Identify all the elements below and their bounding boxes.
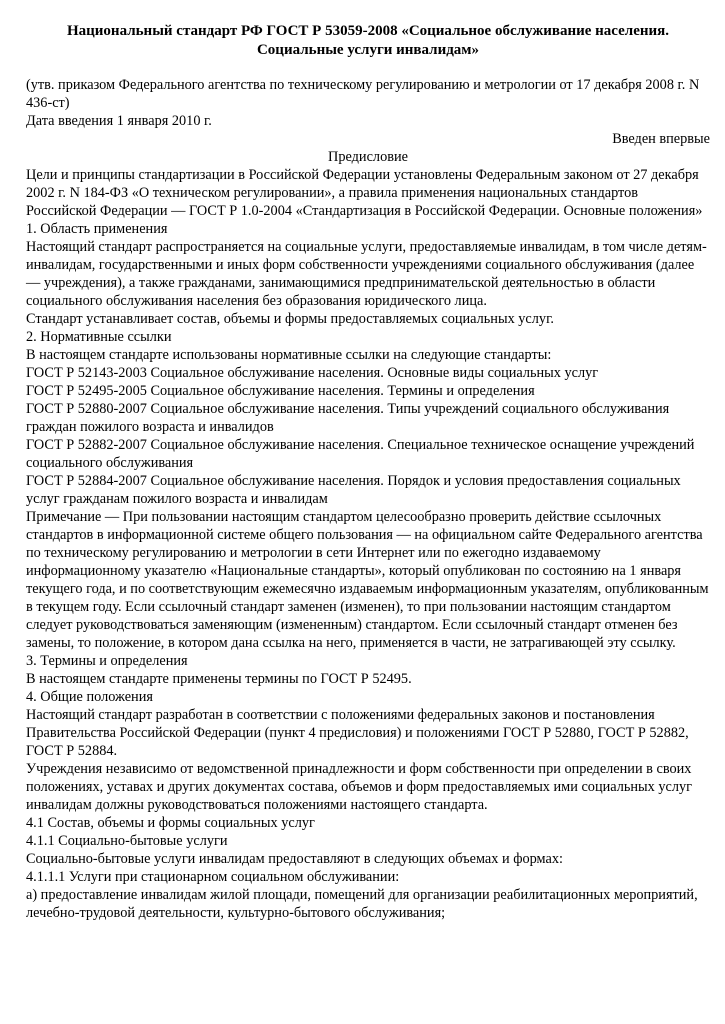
reference-item: ГОСТ Р 52143-2003 Социальное обслуживание населения. Основные виды социальных услуг bbox=[26, 365, 599, 381]
section-4-text-1: Настоящий стандарт разработан в соответствии с положениями федеральных законов и постановления Правительства Российской Федерации (пункт 4 предисловия) и положениями ГОСТ Р 52880, ГОСТ Р 52882, ГОСТ Р 52884. bbox=[26, 707, 689, 759]
section-4-heading: 4. Общие положения bbox=[26, 689, 153, 705]
introduced-label: Введен впервые bbox=[612, 131, 710, 147]
approval-note: (утв. приказом Федерального агентства по техническому регулированию и метрологии от 17 декабря 2008 г. N 436-ст) bbox=[26, 77, 700, 111]
foreword-text: Цели и принципы стандартизации в Российской Федерации установлены Федеральным законом от 27 декабря 2002 г. N 184-ФЗ «О техническом регулировании», а правила применения национальных стандартов Российской Федерации — ГОСТ Р 1.0-2004 «Стандартизация в Российской Федерации. Основные положения» bbox=[26, 167, 703, 219]
section-3-text: В настоящем стандарте применены термины по ГОСТ Р 52495. bbox=[26, 671, 412, 687]
document-title: Национальный стандарт РФ ГОСТ Р 53059-2008 «Социальное обслуживание населения. Социальные услуги инвалидам» bbox=[66, 23, 670, 58]
document-body bbox=[26, 76, 710, 922]
section-4-1-1-1-heading: 4.1.1.1 Услуги при стационарном социальном обслуживании: bbox=[26, 869, 400, 885]
list-item-a: а) предоставление инвалидам жилой площади, помещений для организации реабилитационных мероприятий, лечебно-трудовой деятельности, культурно-бытового обслуживания; bbox=[26, 887, 698, 921]
section-4-text-2: Учреждения независимо от ведомственной принадлежности и форм собственности при определении в своих положениях, уставах и других документах состава, объемов и форм предоставляемых ими социальных услуг инвалидам должны руководствоваться положениями настоящего стандарта. bbox=[26, 761, 692, 813]
reference-item: ГОСТ Р 52884-2007 Социальное обслуживание населения. Порядок и условия предоставления социальных услуг гражданам пожилого возраста и инвалидам bbox=[26, 473, 681, 507]
section-4-1-heading: 4.1 Состав, объемы и формы социальных услуг bbox=[26, 815, 315, 831]
foreword-heading: Предисловие bbox=[328, 149, 408, 165]
section-2-intro: В настоящем стандарте использованы нормативные ссылки на следующие стандарты: bbox=[26, 347, 552, 363]
effective-date: Дата введения 1 января 2010 г. bbox=[26, 113, 212, 129]
reference-item: ГОСТ Р 52495-2005 Социальное обслуживание населения. Термины и определения bbox=[26, 383, 535, 399]
section-4-1-1-text: Социально-бытовые услуги инвалидам предоставляют в следующих объемах и формах: bbox=[26, 851, 563, 867]
section-1-text: Настоящий стандарт распространяется на социальные услуги, предоставляемые инвалидам, в том числе детям-инвалидам, государственными и иных форм собственности учреждениями социального обслуживания (далее — учреждения), а также гражданами, занимающимися предпринимательской деятельностью в области социального обслуживания населения без образования юридического лица. bbox=[26, 239, 707, 309]
reference-item: ГОСТ Р 52882-2007 Социальное обслуживание населения. Специальное техническое оснащение учреждений социального обслуживания bbox=[26, 437, 695, 471]
section-3-heading: 3. Термины и определения bbox=[26, 653, 188, 669]
section-2-heading: 2. Нормативные ссылки bbox=[26, 329, 172, 345]
section-4-1-1-heading: 4.1.1 Социально-бытовые услуги bbox=[26, 833, 228, 849]
section-1-text-2: Стандарт устанавливает состав, объемы и формы предоставляемых социальных услуг. bbox=[26, 311, 554, 327]
reference-item: ГОСТ Р 52880-2007 Социальное обслуживание населения. Типы учреждений социального обслуживания граждан пожилого возраста и инвалидов bbox=[26, 401, 670, 435]
section-1-heading: 1. Область применения bbox=[26, 221, 168, 237]
reference-note: Примечание — При пользовании настоящим стандартом целесообразно проверить действие ссылочных стандартов в информационной системе общего пользования — на официальном сайте Федерального агентства по техническому регулированию и метрологии в сети Интернет или по ежегодно издаваемому информационному указателю «Национальные стандарты», который опубликован по состоянию на 1 января текущего года, и по соответствующим ежемесячно издаваемым информационным указателям, опубликованным в текущем году. Если ссылочный стандарт заменен (изменен), то при пользовании настоящим стандартом следует руководствоваться заменяющим (измененным) стандартом. Если ссылочный стандарт отменен без замены, то положение, в котором дана ссылка на него, применяется в части, не затрагивающей эту ссылку. bbox=[26, 509, 709, 651]
